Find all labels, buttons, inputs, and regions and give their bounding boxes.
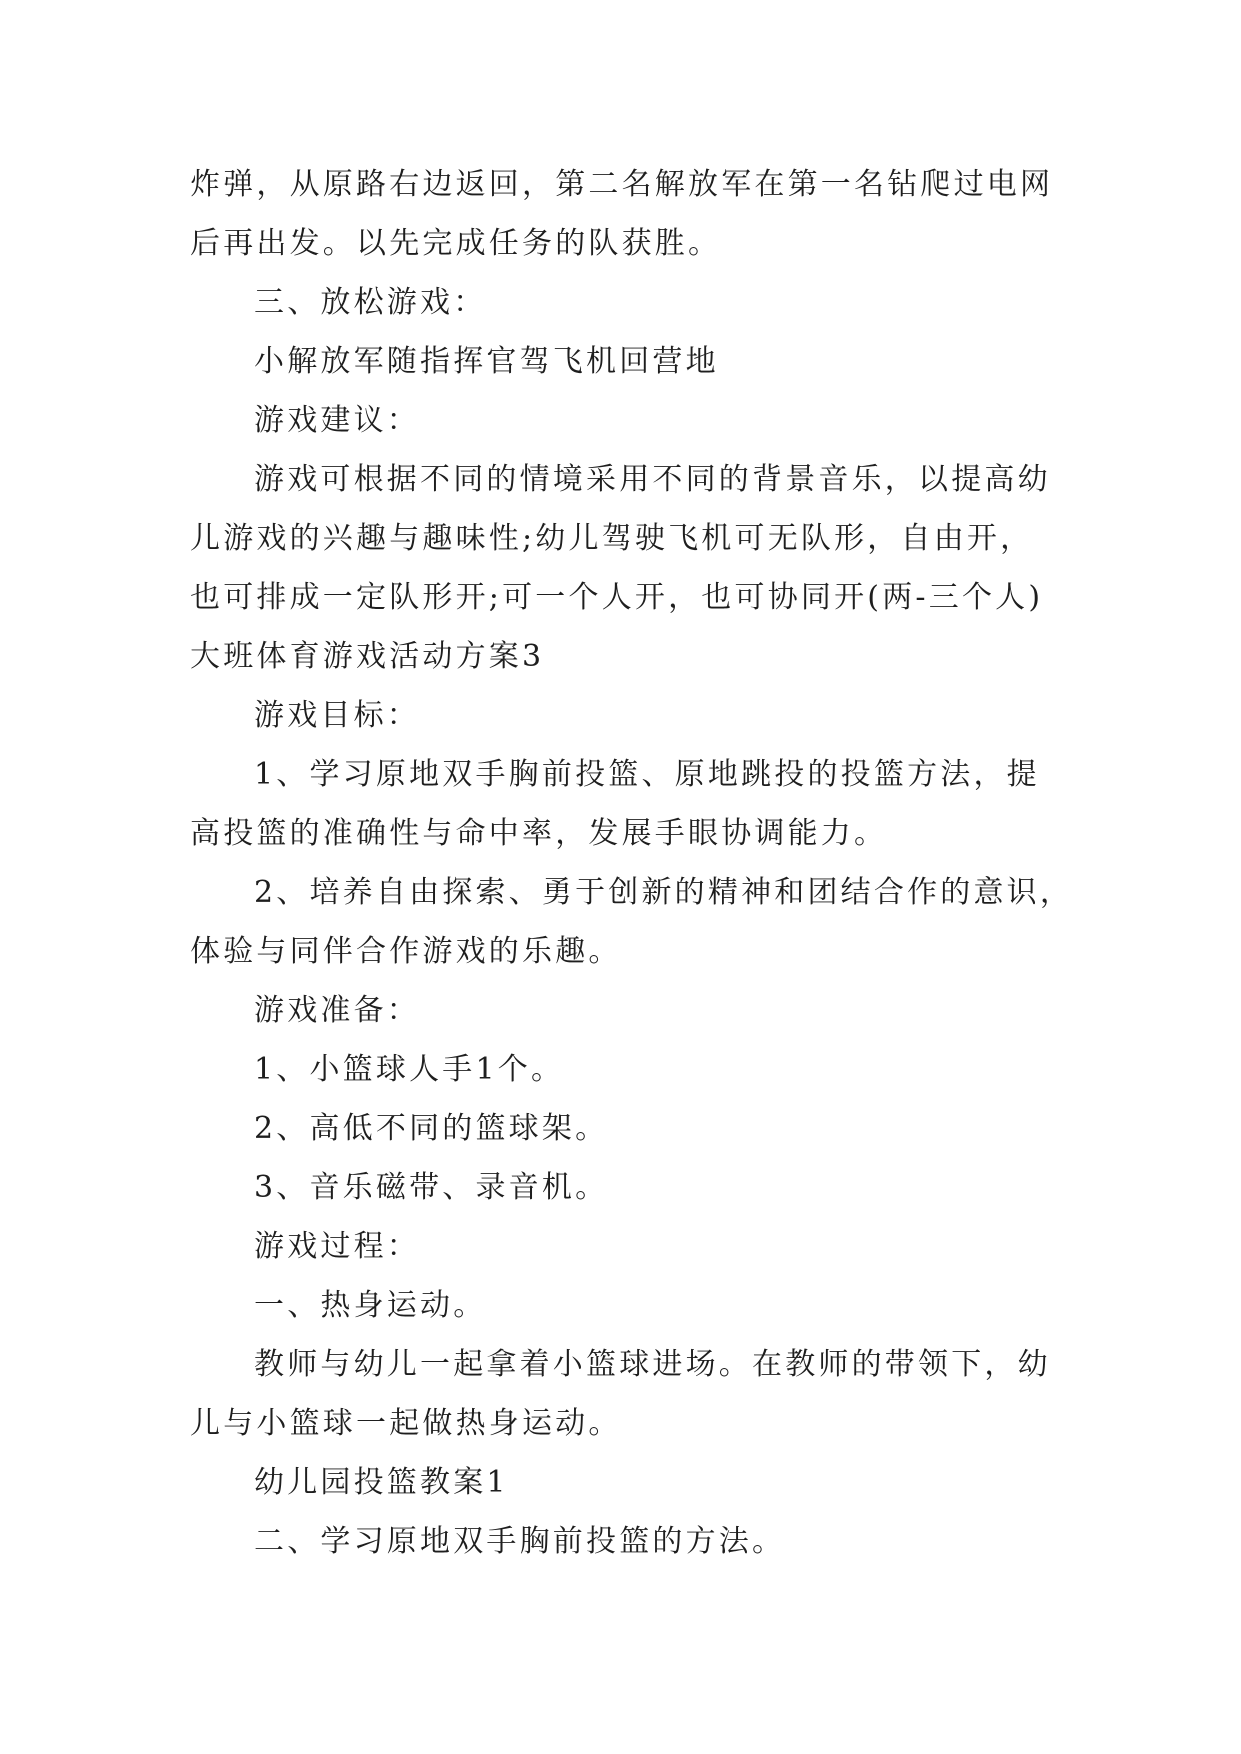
section-heading-relax-game: 三、放松游戏： bbox=[254, 285, 487, 320]
text-line: 一、热身运动。 bbox=[254, 1288, 487, 1323]
text-line: 1、学习原地双手胸前投篮、原地跳投的投篮方法，提 bbox=[254, 757, 1040, 792]
text-line: 二、学习原地双手胸前投篮的方法。 bbox=[254, 1524, 786, 1559]
text-line: 高投篮的准确性与命中率，发展手眼协调能力。 bbox=[190, 816, 888, 851]
document-title: 大班体育游戏活动方案3 bbox=[190, 639, 545, 674]
text-line: 也可排成一定队形开;可一个人开，也可协同开(两-三个人) bbox=[190, 580, 1044, 615]
list-item: 2、高低不同的篮球架。 bbox=[254, 1111, 609, 1146]
text-line: 炸弹，从原路右边返回，第二名解放军在第一名钻爬过电网 bbox=[190, 167, 1054, 202]
text-line: 教师与幼儿一起拿着小篮球进场。在教师的带领下，幼 bbox=[254, 1347, 1051, 1382]
section-heading-game-suggestion: 游戏建议： bbox=[254, 403, 420, 438]
list-item: 3、音乐磁带、录音机。 bbox=[254, 1170, 609, 1205]
text-line: 2、培养自由探索、勇于创新的精神和团结合作的意识， bbox=[254, 875, 1074, 910]
section-heading-game-goals: 游戏目标： bbox=[254, 698, 420, 733]
list-item: 1、小篮球人手1个。 bbox=[254, 1052, 565, 1087]
text-line: 儿与小篮球一起做热身运动。 bbox=[190, 1406, 622, 1441]
text-line: 游戏可根据不同的情境采用不同的背景音乐，以提高幼 bbox=[254, 462, 1051, 497]
section-heading-game-preparation: 游戏准备： bbox=[254, 993, 420, 1028]
document-body bbox=[190, 155, 1074, 1571]
section-heading-game-process: 游戏过程： bbox=[254, 1229, 420, 1264]
text-line: 幼儿园投篮教案1 bbox=[254, 1465, 509, 1500]
text-line: 儿游戏的兴趣与趣味性;幼儿驾驶飞机可无队形，自由开， bbox=[190, 521, 1034, 556]
text-line: 小解放军随指挥官驾飞机回营地 bbox=[254, 344, 719, 379]
text-line: 后再出发。以先完成任务的队获胜。 bbox=[190, 226, 722, 261]
text-line: 体验与同伴合作游戏的乐趣。 bbox=[190, 934, 622, 969]
